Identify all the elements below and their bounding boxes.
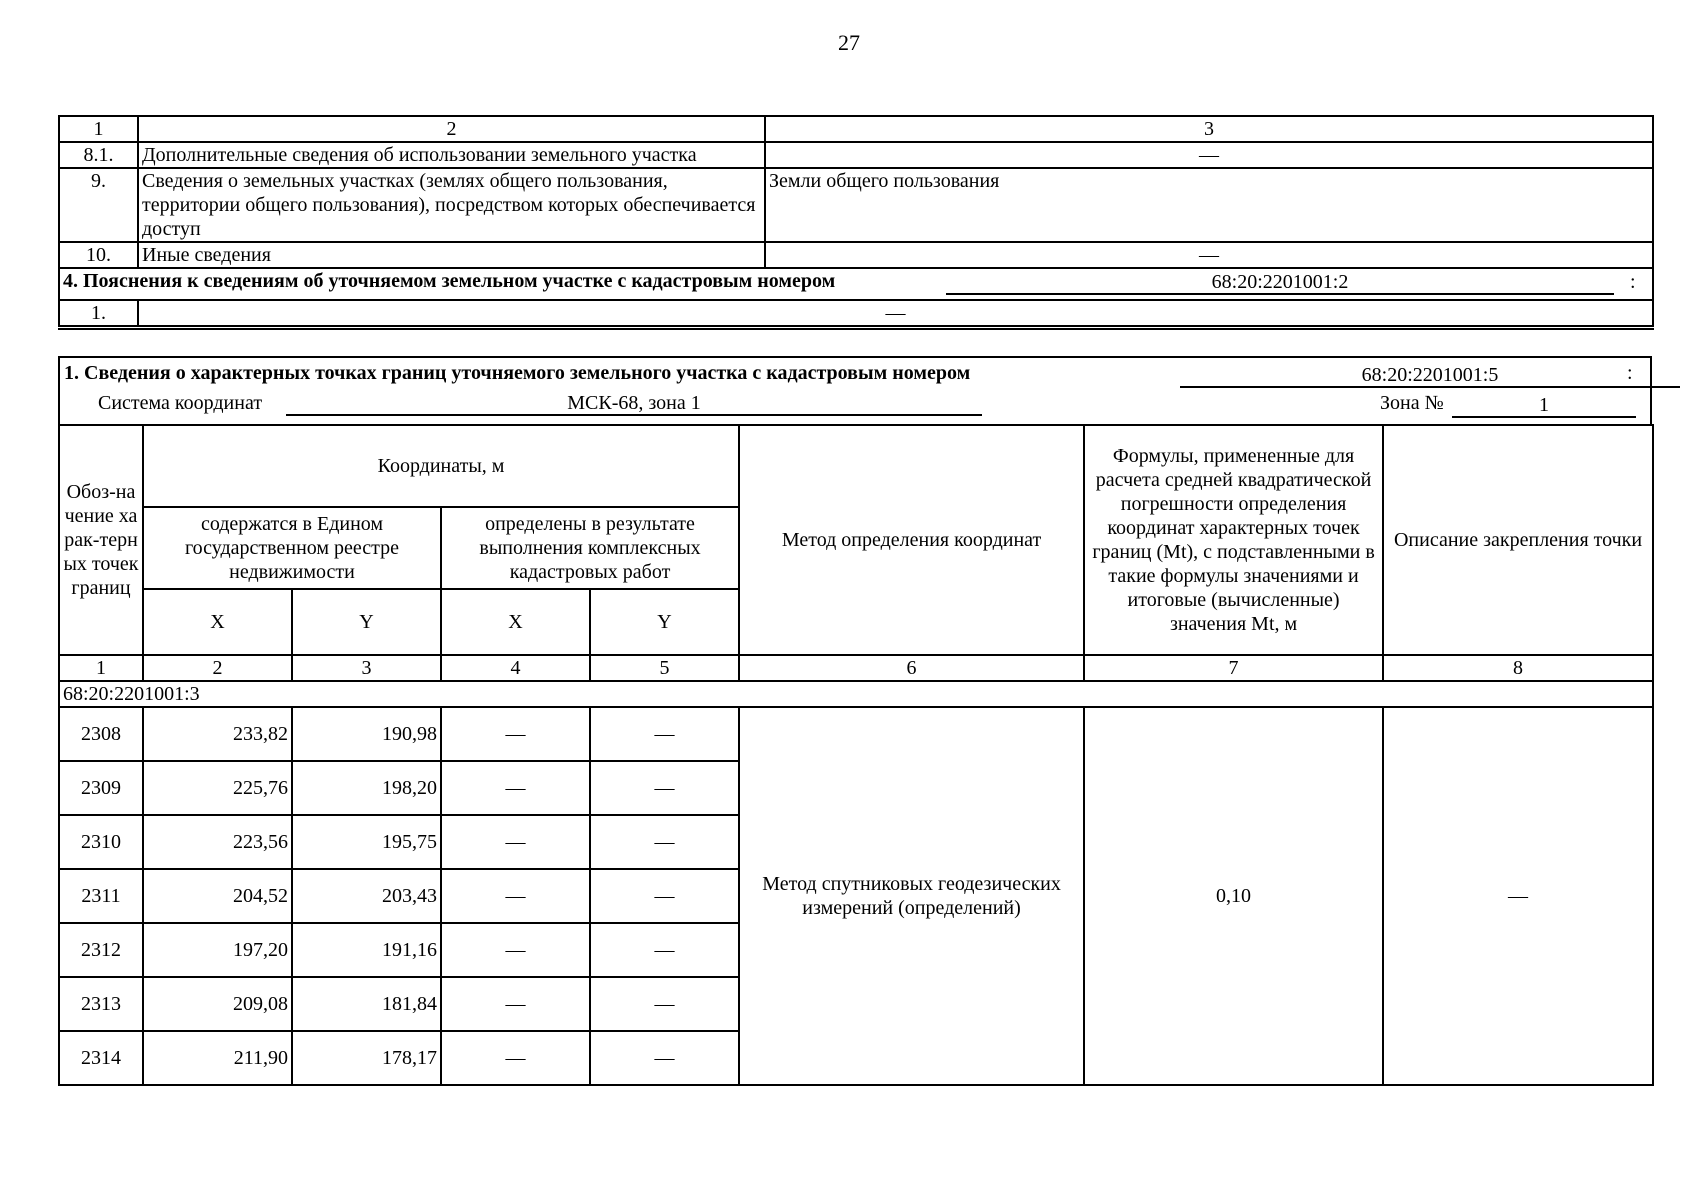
point-x2: —: [441, 977, 590, 1031]
point-x: 197,20: [143, 923, 292, 977]
point-x2: —: [441, 1031, 590, 1085]
y2-header: Y: [590, 589, 739, 655]
row-value: —: [765, 242, 1653, 268]
column-number: 4: [441, 655, 590, 681]
section1-title: 1. Сведения о характерных точках границ уточняемого земельного участка с кадастровым номером: [64, 362, 971, 384]
point-x: 209,08: [143, 977, 292, 1031]
upper-header-cell: 3: [765, 116, 1653, 142]
method-value: Метод спутниковых геодезических измерений (определений): [739, 707, 1084, 1085]
point-y: 191,16: [292, 923, 441, 977]
section1-colon: :: [1627, 362, 1633, 384]
mt-value: 0,10: [1084, 707, 1383, 1085]
section1-header: [58, 356, 1652, 424]
column-number: 2: [143, 655, 292, 681]
column-number: 5: [590, 655, 739, 681]
point-y2: —: [590, 761, 739, 815]
point-x2: —: [441, 707, 590, 761]
zone-value: 1: [1452, 394, 1636, 418]
column-number: 8: [1383, 655, 1653, 681]
section4-title-cell: [59, 268, 1653, 300]
point-x2: —: [441, 761, 590, 815]
upper-row: [59, 168, 1653, 242]
point-y: 190,98: [292, 707, 441, 761]
point-x: 233,82: [143, 707, 292, 761]
row-label: Сведения о земельных участках (землях общего пользования, территории общего пользования), посредством которых обеспечивается доступ: [138, 168, 765, 242]
method-header: Метод определения координат: [739, 425, 1084, 655]
points-table: [58, 424, 1654, 1086]
formulas-header: Формулы, примененные для расчета средней квадратической погрешности определения координат характерных точек границ (Mt), с подставленными в такие формулы значениями и итоговые (вычисленные) значения Mt, м: [1084, 425, 1383, 655]
upper-header-cell: 2: [138, 116, 765, 142]
point-x2: —: [441, 869, 590, 923]
point-x2: —: [441, 815, 590, 869]
upper-header-row: [59, 116, 1653, 142]
description-value: —: [1383, 707, 1653, 1085]
point-x: 204,52: [143, 869, 292, 923]
point-id: 2310: [59, 815, 143, 869]
row-label: Иные сведения: [138, 242, 765, 268]
section4-row: [59, 300, 1653, 328]
section4-colon: :: [1630, 271, 1636, 293]
column-number: 6: [739, 655, 1084, 681]
point-y: 198,20: [292, 761, 441, 815]
coord-system-label: Система координат: [98, 392, 263, 414]
y1-header: Y: [292, 589, 441, 655]
upper-header-cell: 1: [59, 116, 138, 142]
section4-title: 4. Пояснения к сведениям об уточняемом земельном участке с кадастровым номером: [63, 270, 836, 292]
group-row: [59, 681, 1653, 707]
row-value: Земли общего пользования: [765, 168, 1653, 242]
section4-row-value: —: [138, 300, 1653, 328]
section4-row-number: 1.: [59, 300, 138, 328]
point-id: 2312: [59, 923, 143, 977]
upper-row: [59, 142, 1653, 168]
row-number: 8.1.: [59, 142, 138, 168]
designation-header: Обоз-начение харак-терных точек границ: [59, 425, 143, 655]
coord-system-value: МСК-68, зона 1: [286, 392, 982, 416]
upper-table: [58, 115, 1654, 330]
point-x2: —: [441, 923, 590, 977]
point-y2: —: [590, 923, 739, 977]
point-y: 178,17: [292, 1031, 441, 1085]
column-number: 7: [1084, 655, 1383, 681]
row-label: Дополнительные сведения об использовании земельного участка: [138, 142, 765, 168]
coordinates-header: Координаты, м: [143, 425, 739, 507]
section4-cadastral-number: 68:20:2201001:2: [946, 271, 1614, 295]
section1-cadastral-number: 68:20:2201001:5: [1180, 364, 1680, 388]
point-id: 2313: [59, 977, 143, 1031]
description-header: Описание закрепления точки: [1383, 425, 1653, 655]
complex-header: определены в результате выполнения комплексных кадастровых работ: [441, 507, 739, 589]
point-x: 225,76: [143, 761, 292, 815]
section4-title-row: [59, 268, 1653, 300]
point-y2: —: [590, 815, 739, 869]
row-number: 9.: [59, 168, 138, 242]
x1-header: X: [143, 589, 292, 655]
point-id: 2308: [59, 707, 143, 761]
point-id: 2314: [59, 1031, 143, 1085]
x2-header: X: [441, 589, 590, 655]
point-y2: —: [590, 1031, 739, 1085]
point-x: 211,90: [143, 1031, 292, 1085]
egrn-header: содержатся в Едином государственном реестре недвижимости: [143, 507, 441, 589]
points-header-row-1: [59, 425, 1653, 507]
row-value: —: [765, 142, 1653, 168]
group-label: 68:20:2201001:3: [59, 681, 1653, 707]
zone-label: Зона №: [1380, 392, 1444, 414]
column-numbers-row: [59, 655, 1653, 681]
column-number: 1: [59, 655, 143, 681]
point-x: 223,56: [143, 815, 292, 869]
point-y2: —: [590, 869, 739, 923]
point-y2: —: [590, 977, 739, 1031]
table-row: [59, 707, 1653, 761]
point-y: 203,43: [292, 869, 441, 923]
point-y: 195,75: [292, 815, 441, 869]
point-id: 2311: [59, 869, 143, 923]
column-number: 3: [292, 655, 441, 681]
upper-row: [59, 242, 1653, 268]
row-number: 10.: [59, 242, 138, 268]
point-y2: —: [590, 707, 739, 761]
point-y: 181,84: [292, 977, 441, 1031]
point-id: 2309: [59, 761, 143, 815]
page-number: 27: [838, 30, 860, 55]
